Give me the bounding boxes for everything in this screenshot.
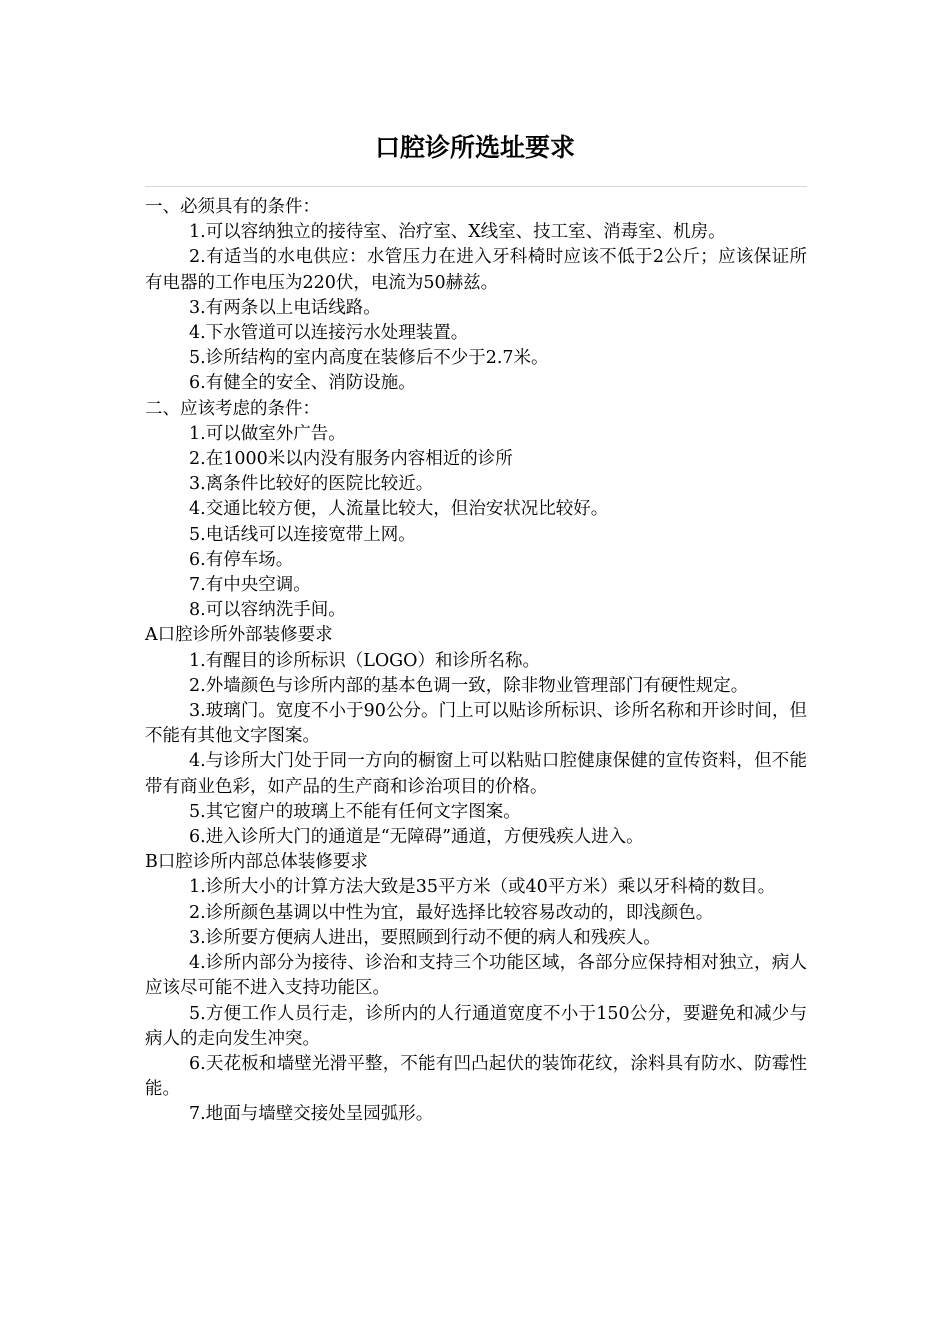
section-heading: 一、必须具有的条件： [145, 197, 320, 217]
list-item: 2.外墙颜色与诊所内部的基本色调一致，除非物业管理部门有硬性规定。 [189, 675, 749, 696]
section-heading: A口腔诊所外部装修要求 [145, 625, 333, 646]
section-heading: B口腔诊所内部总体装修要求 [145, 852, 368, 873]
list-item: 3.玻璃门。宽度不小于90公分。门上可以贴诊所标识、诊所名称和开诊时间，但不能有其他文字图案。 [145, 701, 807, 747]
document-body [145, 195, 807, 1128]
document-title: 口腔诊所选址要求 [374, 133, 575, 162]
list-item: 6.天花板和墙壁光滑平整，不能有凹凸起伏的装饰花纹，涂料具有防水、防霉性能。 [145, 1053, 807, 1100]
list-item: 5.方便工作人员行走，诊所内的人行通道宽度不小于150公分，要避免和减少与病人的走向发生冲突。 [145, 1003, 807, 1049]
list-item: 7.有中央空调。 [189, 575, 311, 596]
list-item: 1.诊所大小的计算方法大致是35平方米（或40平方米）乘以牙科椅的数目。 [189, 877, 776, 898]
list-item: 5.诊所结构的室内高度在装修后不少于2.7米。 [189, 348, 549, 369]
list-item: 3.诊所要方便病人进出，要照顾到行动不便的病人和残疾人。 [189, 927, 661, 948]
list-item: 5.电话线可以连接宽带上网。 [189, 524, 416, 545]
list-item: 4.诊所内部分为接待、诊治和支持三个功能区域，各部分应保持相对独立，病人应该尽可能不进入支持功能区。 [145, 953, 807, 999]
list-item: 1.可以做室外广告。 [189, 423, 346, 444]
list-item: 3.有两条以上电话线路。 [189, 297, 381, 318]
list-item: 5.其它窗户的玻璃上不能有任何文字图案。 [189, 801, 521, 822]
section-heading: 二、应该考虑的条件： [145, 398, 320, 419]
list-item: 7.地面与墙壁交接处呈园弧形。 [189, 1104, 434, 1125]
list-item: 6.进入诊所大门的通道是“无障碍”通道，方便残疾人进入。 [189, 827, 644, 848]
list-item: 4.与诊所大门处于同一方向的橱窗上可以粘贴口腔健康保健的宣传资料，但不能带有商业色彩，如产品的生产商和诊治项目的价格。 [145, 751, 807, 797]
title-divider [145, 186, 807, 187]
list-item: 2.在1000米以内没有服务内容相近的诊所 [189, 449, 513, 470]
list-item: 8.可以容纳洗手间。 [189, 600, 346, 621]
list-item: 4.交通比较方便，人流量比较大，但治安状况比较好。 [189, 499, 609, 520]
list-item: 2.有适当的水电供应：水管压力在进入牙科椅时应该不低于2公斤；应该保证所有电器的工作电压为220伏，电流为50赫兹。 [145, 247, 807, 293]
list-item: 3.离条件比较好的医院比较近。 [189, 474, 434, 495]
list-item: 1.可以容纳独立的接待室、治疗室、X线室、技工室、消毒室、机房。 [189, 222, 726, 243]
list-item: 6.有健全的安全、消防设施。 [189, 373, 416, 394]
list-item: 4.下水管道可以连接污水处理装置。 [189, 323, 469, 344]
list-item: 6.有停车场。 [189, 549, 294, 570]
list-item: 1.有醒目的诊所标识（LOGO）和诊所名称。 [189, 650, 540, 671]
list-item: 2.诊所颜色基调以中性为宜，最好选择比较容易改动的，即浅颜色。 [189, 902, 714, 923]
